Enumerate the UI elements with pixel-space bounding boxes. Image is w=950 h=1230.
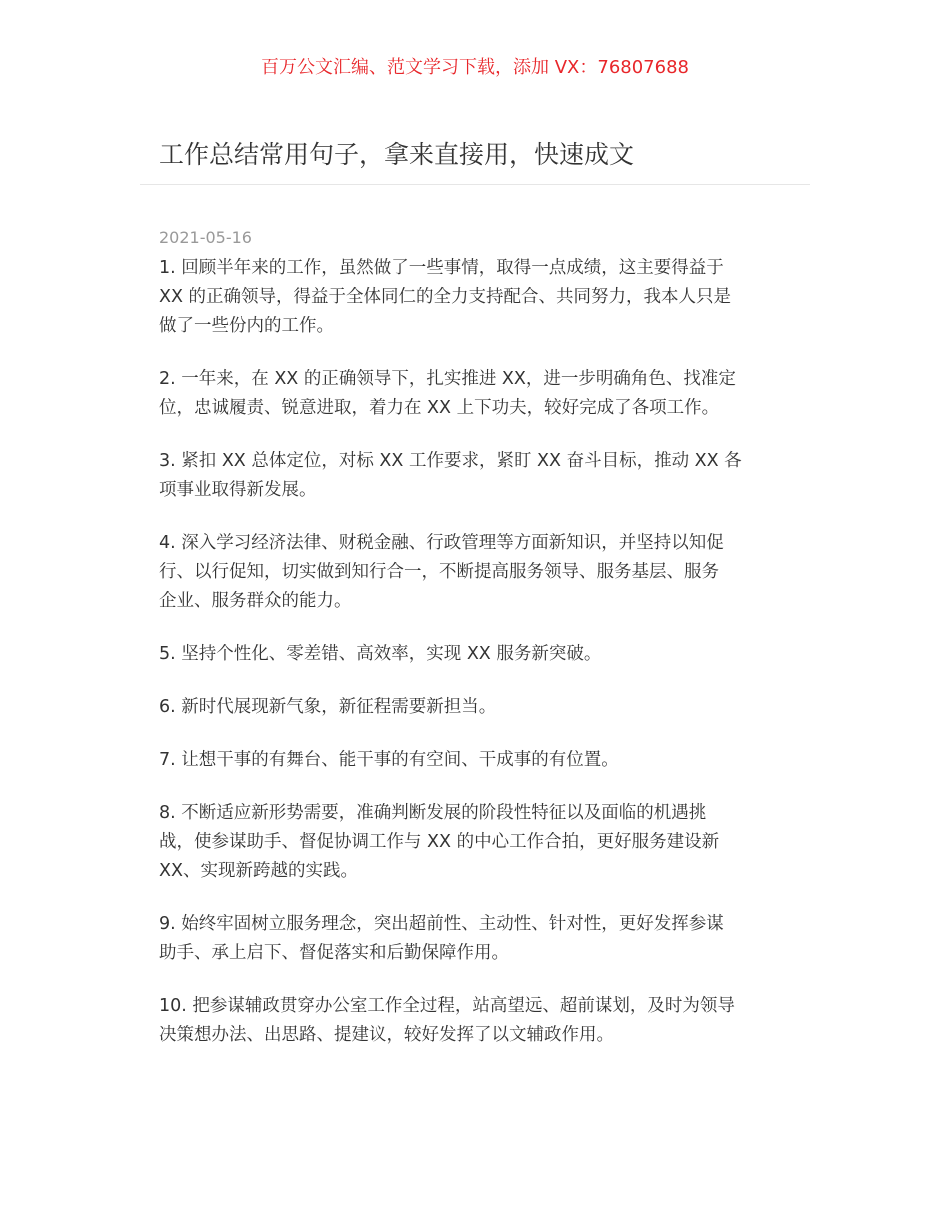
- paragraph-line: 6. 新时代展现新气象，新征程需要新担当。: [159, 697, 497, 717]
- paragraph-line: 4. 深入学习经济法律、财税金融、行政管理等方面新知识，并坚持以知促: [159, 533, 724, 553]
- divider: [140, 184, 810, 185]
- paragraph: [159, 992, 819, 1050]
- paragraph-line: 10. 把参谋辅政贯穿办公室工作全过程，站高望远、超前谋划，及时为领导: [159, 996, 735, 1016]
- paragraph-line: 位，忠诚履责、锐意进取，着力在 XX 上下功夫，较好完成了各项工作。: [159, 398, 720, 418]
- paragraph: [159, 693, 819, 722]
- paragraph-line: 2. 一年来，在 XX 的正确领导下，扎实推进 XX，进一步明确角色、找准定: [159, 369, 736, 389]
- paragraph-line: 助手、承上启下、督促落实和后勤保障作用。: [159, 943, 509, 963]
- paragraph: [159, 746, 819, 775]
- paragraph-line: 决策想办法、出思路、提建议，较好发挥了以文辅政作用。: [159, 1025, 614, 1045]
- paragraph: [159, 799, 819, 886]
- paragraph-line: 9. 始终牢固树立服务理念，突出超前性、主动性、针对性，更好发挥参谋: [159, 914, 724, 934]
- paragraph-line: XX、实现新跨越的实践。: [159, 861, 358, 881]
- promo-banner: 百万公文汇编、范文学习下载，添加 VX：76807688: [261, 57, 689, 78]
- paragraph-line: 1. 回顾半年来的工作，虽然做了一些事情，取得一点成绩，这主要得益于: [159, 258, 724, 278]
- paragraph: [159, 365, 819, 423]
- paragraph-line: 企业、服务群众的能力。: [159, 591, 352, 611]
- paragraph-line: 3. 紧扣 XX 总体定位，对标 XX 工作要求，紧盯 XX 奋斗目标，推动 XX 各: [159, 451, 742, 471]
- paragraph-line: 战，使参谋助手、督促协调工作与 XX 的中心工作合拍，更好服务建设新: [159, 832, 720, 852]
- paragraph: [159, 640, 819, 669]
- paragraph-line: 做了一些份内的工作。: [159, 316, 334, 336]
- paragraph-line: 行、以行促知，切实做到知行合一，不断提高服务领导、服务基层、服务: [159, 562, 719, 582]
- article-body: [159, 254, 819, 1074]
- paragraph-line: XX 的正确领导，得益于全体同仁的全力支持配合、共同努力，我本人只是: [159, 287, 732, 307]
- paragraph: [159, 529, 819, 616]
- paragraph-line: 项事业取得新发展。: [159, 480, 317, 500]
- publish-date: 2021-05-16: [159, 228, 252, 247]
- page-title: 工作总结常用句子，拿来直接用，快速成文: [159, 140, 635, 169]
- paragraph-line: 8. 不断适应新形势需要，准确判断发展的阶段性特征以及面临的机遇挑: [159, 803, 707, 823]
- paragraph-line: 7. 让想干事的有舞台、能干事的有空间、干成事的有位置。: [159, 750, 619, 770]
- paragraph: [159, 910, 819, 968]
- paragraph-line: 5. 坚持个性化、零差错、高效率，实现 XX 服务新突破。: [159, 644, 602, 664]
- paragraph: [159, 447, 819, 505]
- paragraph: [159, 254, 819, 341]
